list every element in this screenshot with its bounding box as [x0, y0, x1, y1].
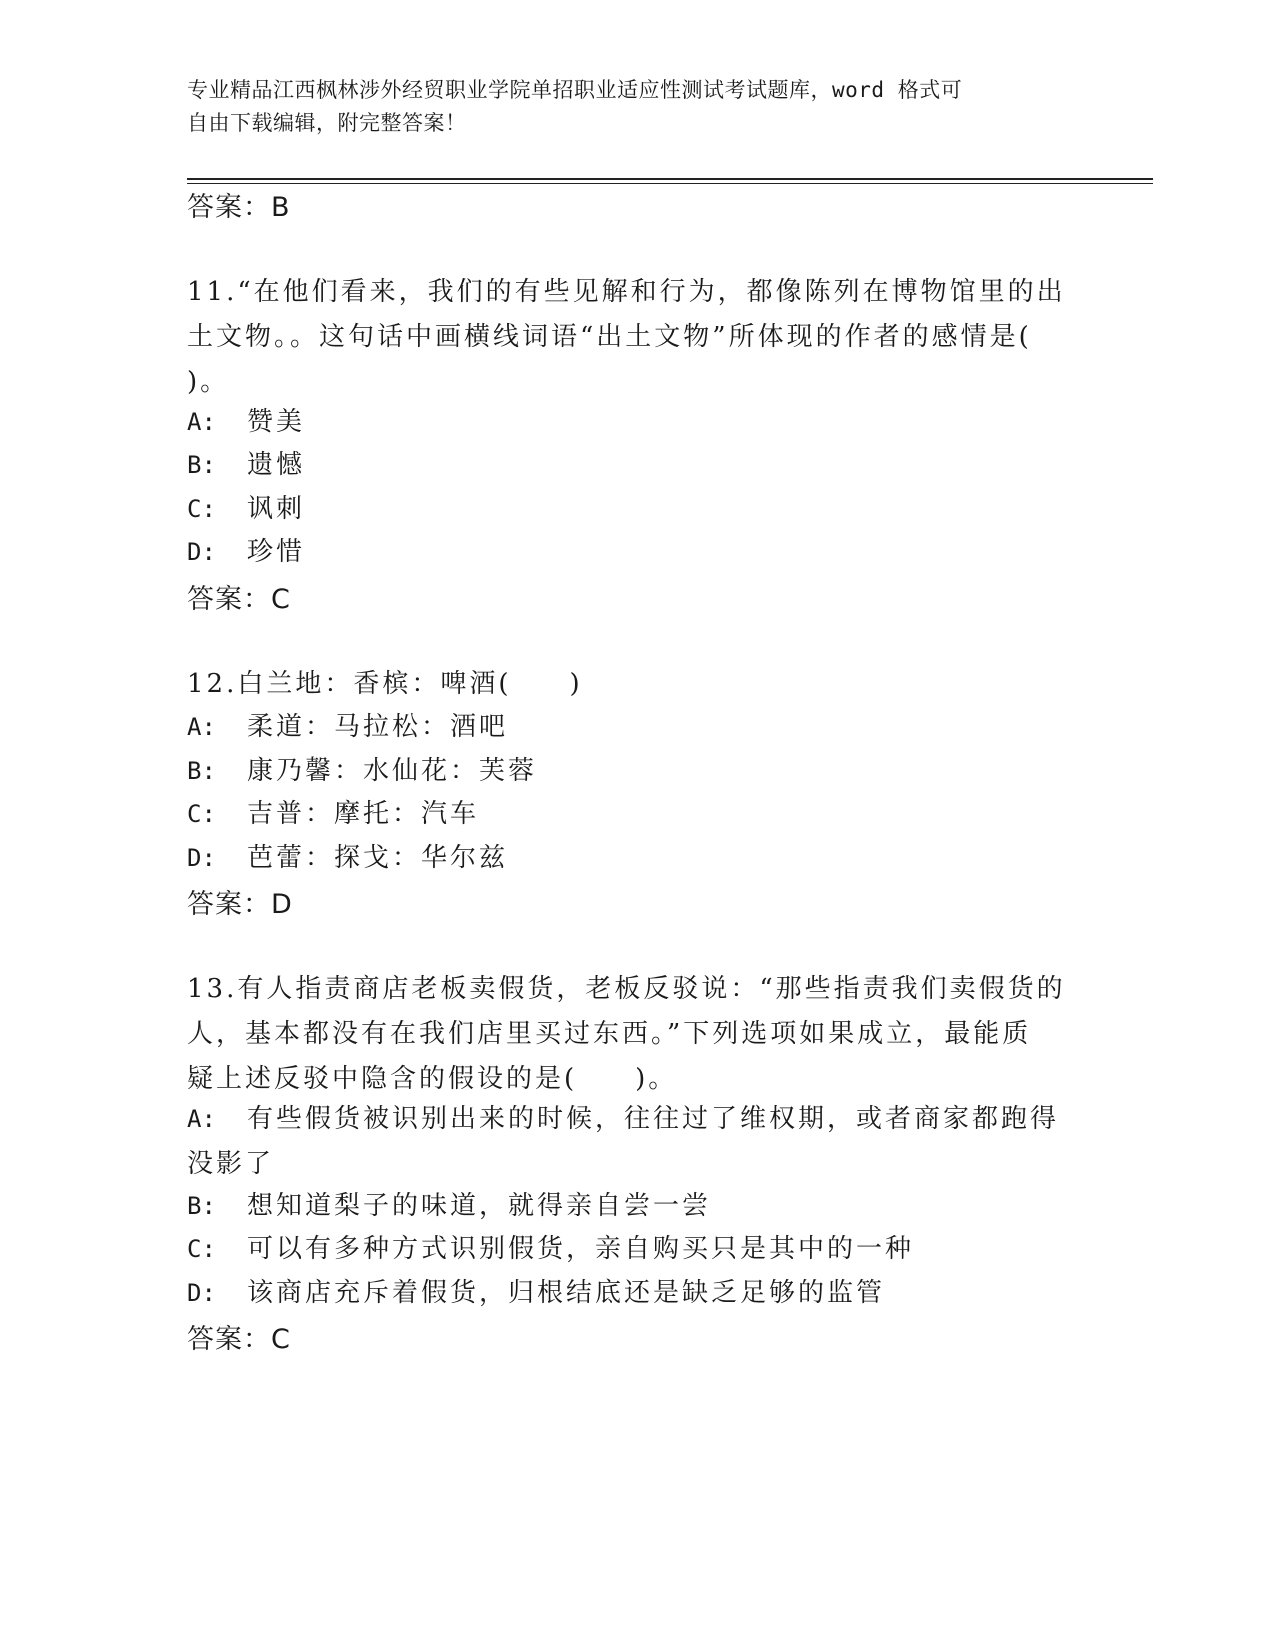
question-11-option-b — [187, 443, 1077, 488]
option-text: 想知道梨子的味道，就得亲自尝一尝 — [247, 1191, 712, 1221]
question-13-option-a — [187, 1097, 1077, 1187]
question-12-option-c — [187, 792, 1077, 837]
header-rule-thin — [187, 183, 1153, 184]
header-rule-thick — [187, 178, 1153, 180]
question-13-option-d — [187, 1271, 1077, 1316]
option-text: 可以有多种方式识别假货，亲自购买只是其中的一种 — [247, 1234, 915, 1264]
question-13-stem — [187, 967, 1077, 1102]
option-label: D: — [187, 844, 216, 872]
header-line-1: 专业精品江西枫林涉外经贸职业学院单招职业适应性测试考试题库，word 格式可 — [187, 78, 963, 102]
question-11-line-2: 土文物。。这句话中画横线词语“出土文物”所体现的作者的感情是( — [187, 322, 1032, 352]
question-11-option-d — [187, 530, 1077, 575]
question-12-option-b — [187, 749, 1077, 794]
option-text-continued: 没影了 — [187, 1149, 275, 1179]
question-11-option-c — [187, 487, 1077, 532]
option-text: 讽刺 — [247, 494, 306, 524]
option-text: 有些假货被识别出来的时候，往往过了维权期，或者商家都跑得 — [247, 1104, 1060, 1134]
option-text: 赞美 — [247, 407, 306, 437]
option-label: D: — [187, 1279, 216, 1307]
question-12-stem: 12.白兰地：香槟：啤酒( ) — [187, 669, 583, 699]
option-label: D: — [187, 538, 216, 566]
option-text: 芭蕾：探戈：华尔兹 — [247, 843, 509, 873]
question-11-stem — [187, 270, 1077, 405]
option-text: 该商店充斥着假货，归根结底还是缺乏足够的监管 — [247, 1278, 886, 1308]
answer-q12: 答案：D — [187, 889, 293, 920]
header-line-2: 自由下载编辑，附完整答案！ — [187, 111, 467, 135]
option-label: C: — [187, 495, 216, 523]
question-12-option-d — [187, 836, 1077, 881]
question-13-line-3: 疑上述反驳中隐含的假设的是( )。 — [187, 1064, 678, 1094]
option-text: 珍惜 — [247, 537, 306, 567]
option-text: 遗憾 — [247, 450, 306, 480]
answer-q10: 答案：B — [187, 192, 291, 223]
question-11-line-1: 11.“在他们看来，我们的有些见解和行为，都像陈列在博物馆里的出 — [187, 277, 1066, 307]
option-label: B: — [187, 1192, 216, 1220]
option-label: B: — [187, 757, 216, 785]
option-label: A: — [187, 1105, 216, 1133]
answer-q11: 答案：C — [187, 584, 291, 615]
question-13-option-b — [187, 1184, 1077, 1229]
option-label: C: — [187, 1235, 216, 1263]
question-13-line-1: 13.有人指责商店老板卖假货，老板反驳说：“那些指责我们卖假货的 — [187, 974, 1066, 1004]
question-11-option-a — [187, 400, 1077, 445]
option-text: 康乃馨：水仙花：芙蓉 — [247, 756, 538, 786]
page-header — [187, 74, 1067, 140]
option-label: A: — [187, 713, 216, 741]
question-12-option-a — [187, 705, 1077, 750]
option-label: A: — [187, 408, 216, 436]
option-label: B: — [187, 451, 216, 479]
option-text: 柔道：马拉松：酒吧 — [247, 712, 509, 742]
option-text: 吉普：摩托：汽车 — [247, 799, 480, 829]
answer-q13: 答案：C — [187, 1324, 291, 1355]
question-13-option-c — [187, 1227, 1077, 1272]
question-13-line-2: 人，基本都没有在我们店里买过东西。”下列选项如果成立，最能质 — [187, 1019, 1032, 1049]
option-label: C: — [187, 800, 216, 828]
question-11-line-3: )。 — [187, 367, 230, 397]
